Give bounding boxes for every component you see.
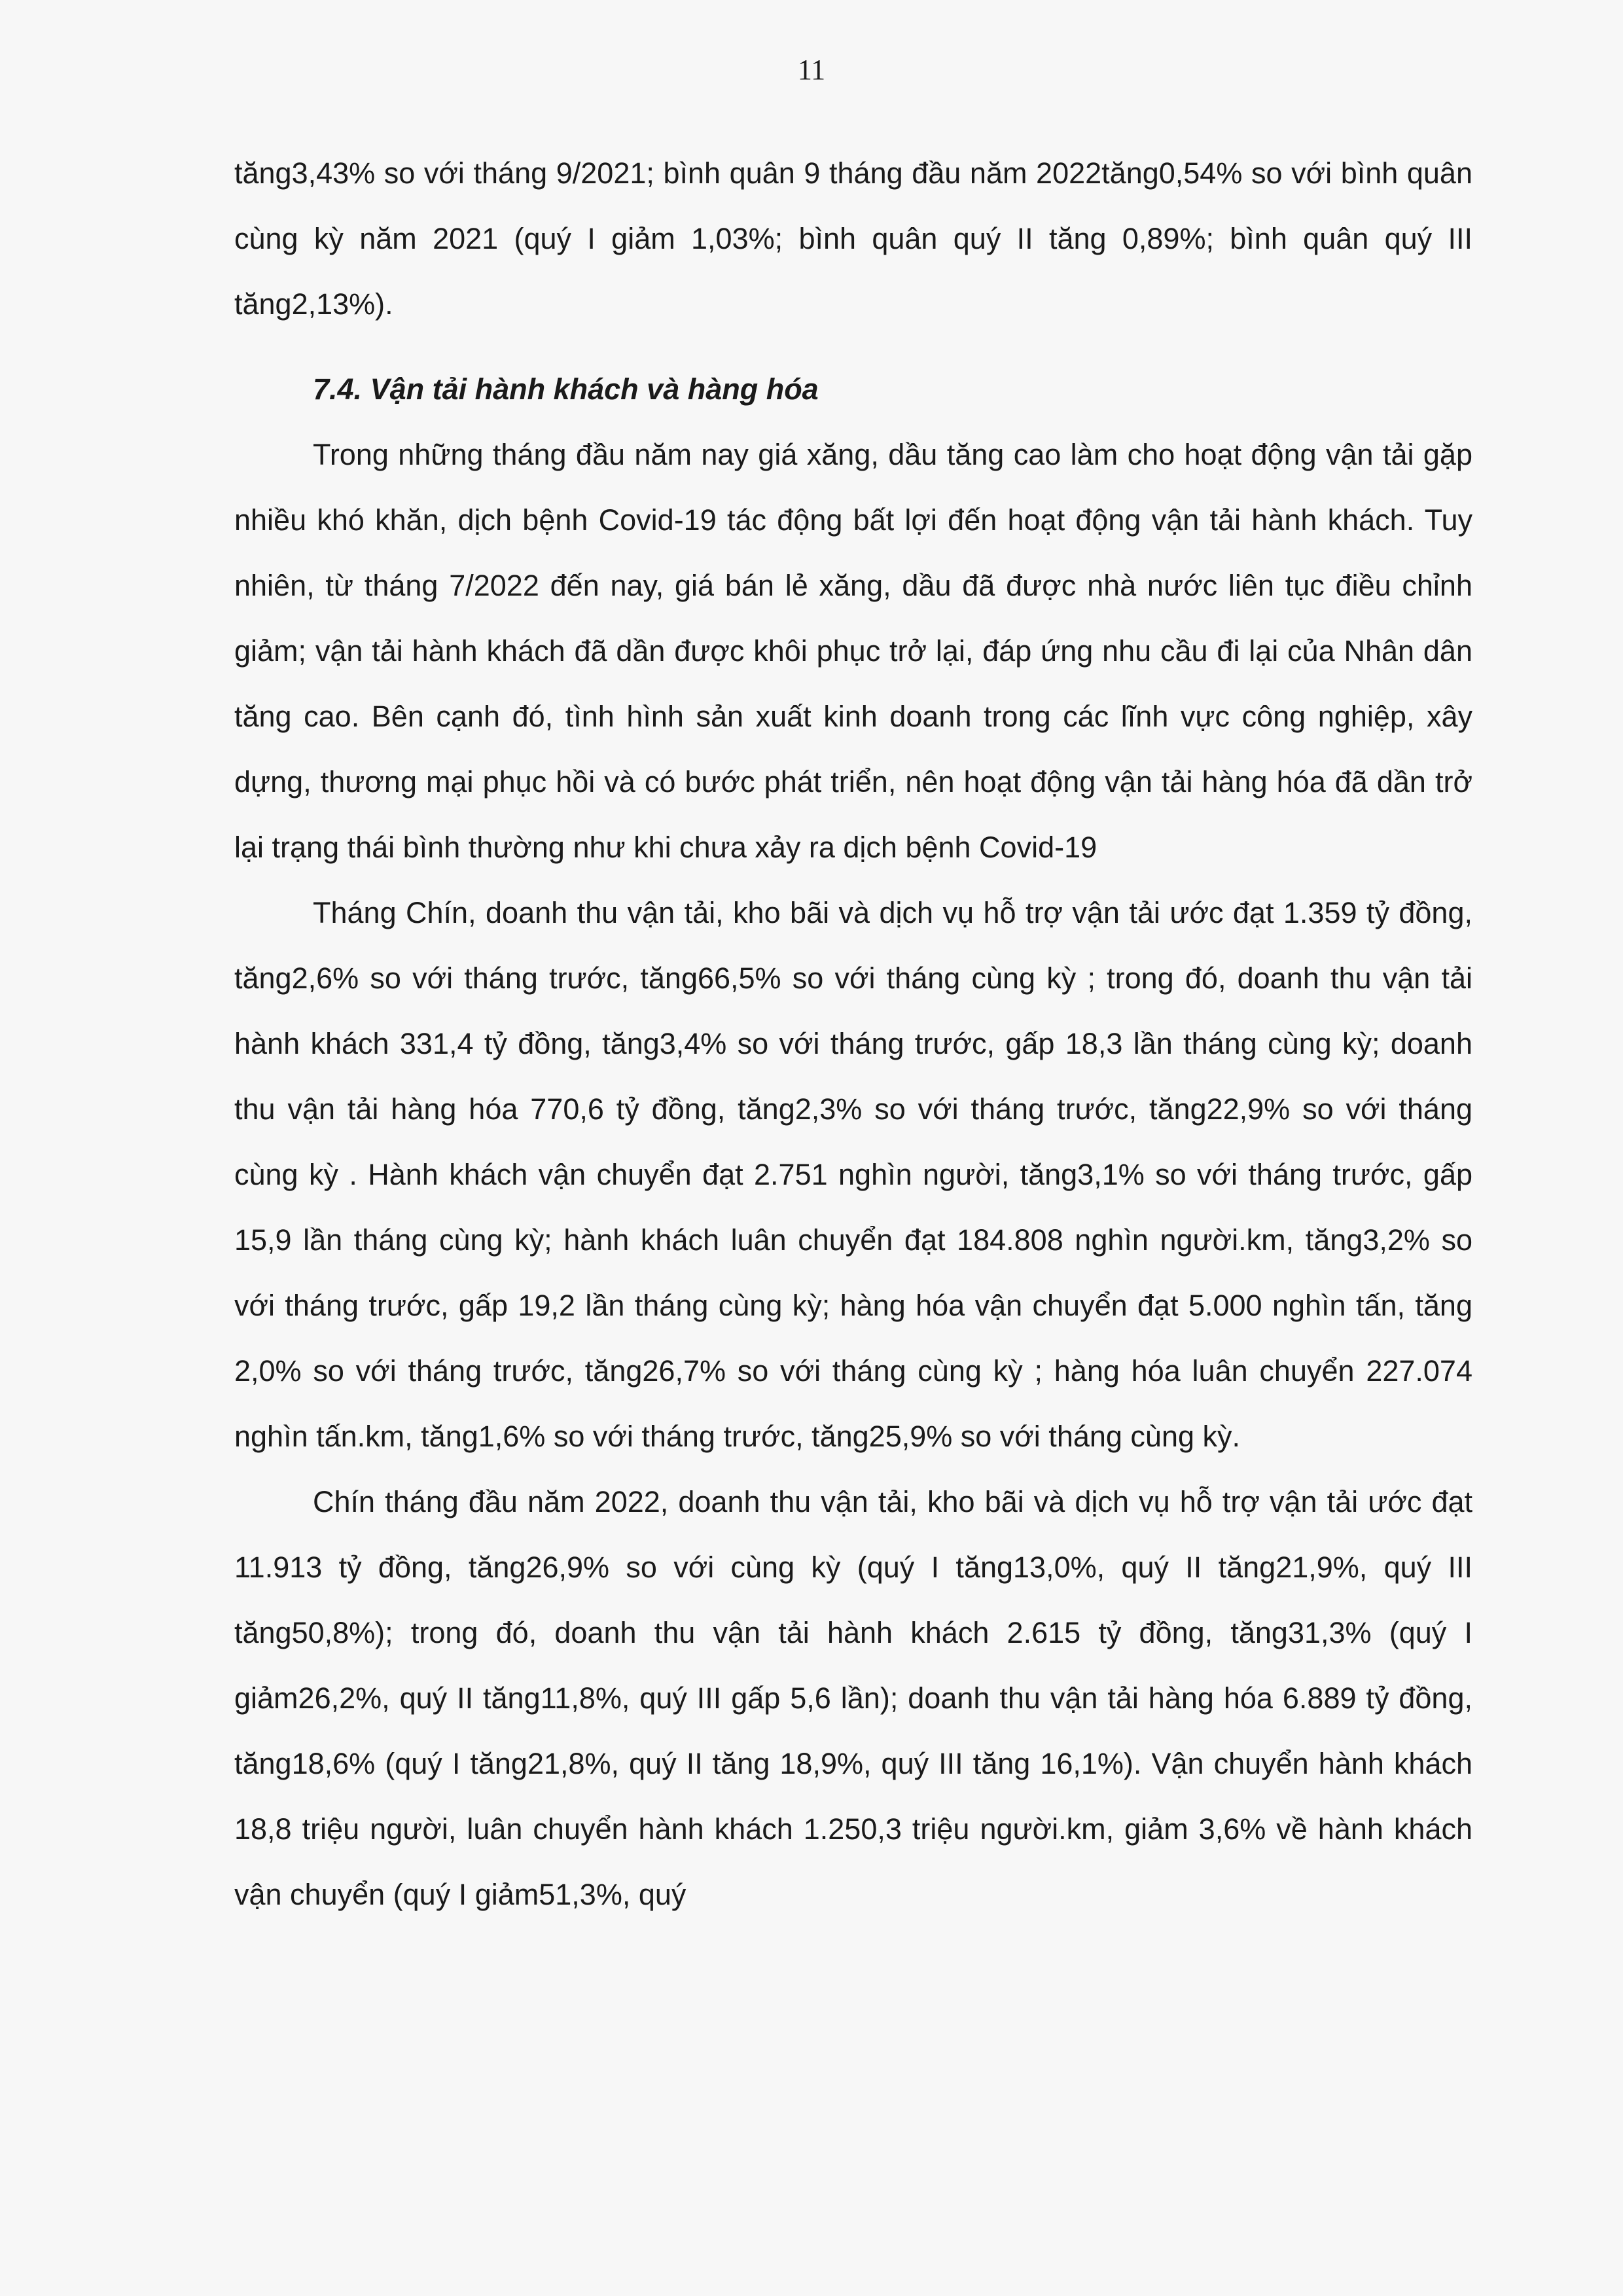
- paragraph-september: Tháng Chín, doanh thu vận tải, kho bãi và dịch vụ hỗ trợ vận tải ước đạt 1.359 tỷ đồng, tăng2,6% so với tháng trước, tăng66,5% so với tháng cùng kỳ ; trong đó, doanh thu vận tải hành khách 331,4 tỷ đồng, tăng3,4% so với tháng trước, gấp 18,3 lần tháng cùng kỳ; doanh thu vận tải hàng hóa 770,6 tỷ đồng, tăng2,3% so với tháng trước, tăng22,9% so với tháng cùng kỳ . Hành khách vận chuyển đạt 2.751 nghìn người, tăng3,1% so với tháng trước, gấp 15,9 lần tháng cùng kỳ; hành khách luân chuyển đạt 184.808 nghìn người.km, tăng3,2% so với tháng trước, gấp 19,2 lần tháng cùng kỳ; hàng hóa vận chuyển đạt 5.000 nghìn tấn, tăng 2,0% so với tháng trước, tăng26,7% so với tháng cùng kỳ ; hàng hóa luân chuyển 227.074 nghìn tấn.km, tăng1,6% so với tháng trước, tăng25,9% so với tháng cùng kỳ.: [234, 896, 1472, 1453]
- paragraph-nine-months: Chín tháng đầu năm 2022, doanh thu vận tải, kho bãi và dịch vụ hỗ trợ vận tải ước đạt 11.913 tỷ đồng, tăng26,9% so với cùng kỳ (quý I tăng13,0%, quý II tăng21,9%, quý III tăng50,8%); trong đó, doanh thu vận tải hành khách 2.615 tỷ đồng, tăng31,3% (quý I giảm26,2%, quý II tăng11,8%, quý III gấp 5,6 lần); doanh thu vận tải hàng hóa 6.889 tỷ đồng, tăng18,6% (quý I tăng21,8%, quý II tăng 18,9%, quý III tăng 16,1%). Vận chuyển hành khách 18,8 triệu người, luân chuyển hành khách 1.250,3 triệu người.km, giảm 3,6% về hành khách vận chuyển (quý I giảm51,3%, quý: [234, 1485, 1472, 1911]
- page-number: 11: [797, 54, 826, 86]
- paragraph-continuation: tăng3,43% so với tháng 9/2021; bình quân 9 tháng đầu năm 2022tăng0,54% so với bình quân cùng kỳ năm 2021 (quý I giảm 1,03%; bình quân quý II tăng 0,89%; bình quân quý III tăng2,13%).: [234, 156, 1472, 321]
- document-body: [234, 141, 1472, 1928]
- section-heading: 7.4. Vận tải hành khách và hàng hóa: [313, 372, 819, 406]
- paragraph-overview: Trong những tháng đầu năm nay giá xăng, dầu tăng cao làm cho hoạt động vận tải gặp nhiều khó khăn, dịch bệnh Covid-19 tác động bất lợi đến hoạt động vận tải hành khách. Tuy nhiên, từ tháng 7/2022 đến nay, giá bán lẻ xăng, dầu đã được nhà nước liên tục điều chỉnh giảm; vận tải hành khách đã dần được khôi phục trở lại, đáp ứng nhu cầu đi lại của Nhân dân tăng cao. Bên cạnh đó, tình hình sản xuất kinh doanh trong các lĩnh vực công nghiệp, xây dựng, thương mại phục hồi và có bước phát triển, nên hoạt động vận tải hàng hóa đã dần trở lại trạng thái bình thường như khi chưa xảy ra dịch bệnh Covid-19: [234, 438, 1472, 864]
